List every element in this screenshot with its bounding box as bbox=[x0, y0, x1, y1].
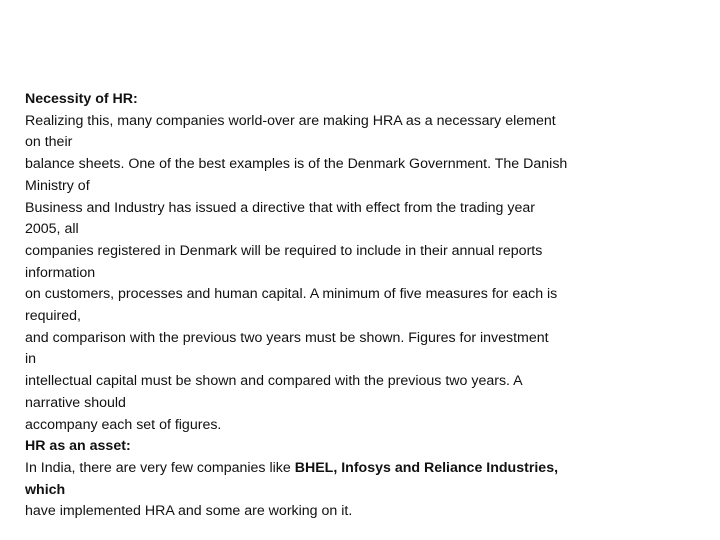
paragraph-line: information bbox=[25, 264, 96, 281]
body-text bbox=[25, 89, 705, 523]
intro-text: In India, there are very few companies like bbox=[25, 459, 295, 476]
paragraph-line: and comparison with the previous two years must be shown. Figures for investment bbox=[25, 329, 549, 346]
paragraph-line: required, bbox=[25, 308, 81, 325]
which-text: which bbox=[25, 481, 66, 498]
paragraph-line: accompany each set of figures. bbox=[25, 416, 222, 433]
paragraph-line: on customers, processes and human capital. A minimum of five measures for each is bbox=[25, 286, 558, 303]
paragraph-line: Business and Industry has issued a directive that with effect from the trading year bbox=[25, 199, 535, 216]
paragraph-line: 2005, all bbox=[25, 221, 79, 238]
paragraph-line: narrative should bbox=[25, 394, 126, 411]
paragraph-line: Ministry of bbox=[25, 177, 90, 194]
heading-hr-as-an-asset: HR as an asset: bbox=[25, 438, 131, 455]
paragraph-line: on their bbox=[25, 134, 73, 151]
company-names: BHEL, Infosys and Reliance Industries, bbox=[294, 459, 559, 476]
paragraph-line: intellectual capital must be shown and compared with the previous two years. A bbox=[25, 373, 523, 390]
closing-text: have implemented HRA and some are working on it. bbox=[25, 503, 353, 520]
paragraph-line: balance sheets. One of the best examples is of the Denmark Government. The Danish bbox=[25, 156, 568, 173]
paragraph-line: companies registered in Denmark will be required to include in their annual reports bbox=[25, 242, 543, 259]
heading-necessity-of-hr: Necessity of HR: bbox=[25, 91, 138, 107]
paragraph-line: Realizing this, many companies world-over are making HRA as a necessary element bbox=[25, 112, 556, 129]
paragraph-line: in bbox=[25, 351, 37, 368]
paragraph-line-india bbox=[25, 458, 705, 480]
